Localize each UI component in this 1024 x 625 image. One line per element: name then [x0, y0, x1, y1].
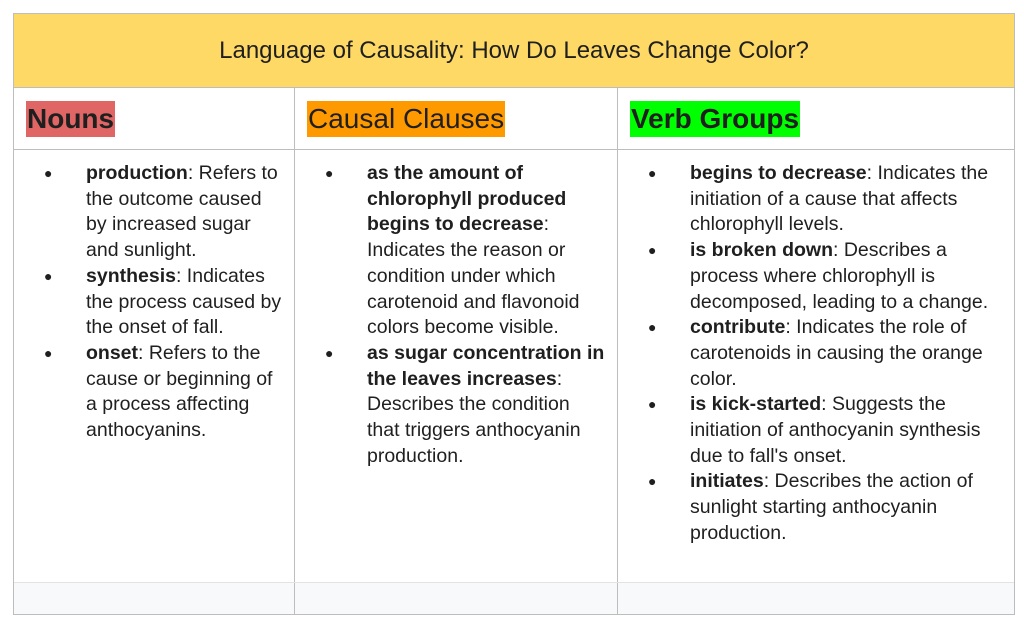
nouns-header — [14, 88, 294, 150]
item-term: contribute — [690, 316, 786, 339]
item-term: initiates — [690, 470, 764, 493]
item-term: synthesis — [86, 264, 176, 287]
nouns-heading: Nouns — [26, 101, 115, 137]
item-description: : Indicates the reason or condition under which carotenoid and flavonoid colors become visible. — [367, 213, 580, 339]
list-item — [14, 161, 282, 264]
item-description: : Describes the action of sunlight starting anthocyanin production. — [690, 470, 973, 544]
item-term: as sugar concentration in the leaves increases — [367, 341, 605, 390]
list-item — [14, 341, 282, 444]
item-description: : Describes the condition that triggers anthocyanin production. — [367, 367, 581, 467]
item-term: as the amount of chlorophyll produced begins to decrease — [367, 162, 567, 236]
bullet-icon: ● — [648, 396, 657, 413]
divider — [617, 583, 618, 614]
list-item — [618, 315, 1004, 392]
causal-clauses-heading: Causal Clauses — [307, 101, 505, 137]
list-item — [618, 238, 1004, 315]
item-term: is kick-started — [690, 393, 822, 416]
item-description: : Suggests the initiation of anthocyanin synthesis due to fall's onset. — [690, 393, 981, 467]
item-description: : Indicates the initiation of a cause that affects chlorophyll levels. — [690, 162, 989, 236]
item-term: is broken down — [690, 239, 834, 262]
causal-clauses-column — [294, 88, 617, 614]
causality-table — [13, 13, 1015, 615]
table-title: Language of Causality: How Do Leaves Change Color? — [14, 14, 1014, 88]
causal-clauses-list — [295, 150, 617, 469]
bullet-icon: ● — [44, 267, 53, 284]
divider — [294, 583, 295, 614]
item-description: : Refers to the outcome caused by increased sugar and sunlight. — [86, 162, 278, 262]
nouns-column — [14, 88, 294, 614]
item-term: begins to decrease — [690, 162, 867, 184]
item-term: onset — [86, 341, 139, 364]
verb-groups-column — [617, 88, 1014, 614]
verb-groups-heading: Verb Groups — [630, 101, 800, 137]
nouns-list — [14, 150, 294, 444]
bullet-icon: ● — [44, 344, 53, 361]
verb-groups-header — [618, 88, 1014, 150]
item-description: : Indicates the role of carotenoids in causing the orange color. — [690, 316, 983, 390]
bullet-icon: ● — [648, 319, 657, 336]
bullet-icon: ● — [325, 165, 334, 181]
empty-row — [14, 582, 1014, 614]
verb-groups-list — [618, 150, 1014, 547]
list-item — [618, 469, 1004, 546]
list-item — [14, 264, 282, 341]
list-item — [618, 161, 1004, 238]
item-description: : Refers to the cause or beginning of a process affecting anthocyanins. — [86, 341, 273, 442]
bullet-icon: ● — [648, 165, 657, 181]
list-item — [618, 392, 1004, 469]
list-item — [295, 341, 607, 470]
causal-clauses-header — [295, 88, 617, 150]
bullet-icon: ● — [44, 165, 53, 181]
item-description: : Describes a process where chlorophyll is decomposed, leading to a change. — [690, 239, 989, 313]
item-term: production — [86, 162, 188, 184]
item-description: : Indicates the process caused by the onset of fall. — [86, 264, 282, 339]
bullet-icon: ● — [648, 473, 657, 490]
bullet-icon: ● — [648, 242, 657, 259]
list-item — [295, 161, 607, 341]
bullet-icon: ● — [325, 344, 334, 361]
